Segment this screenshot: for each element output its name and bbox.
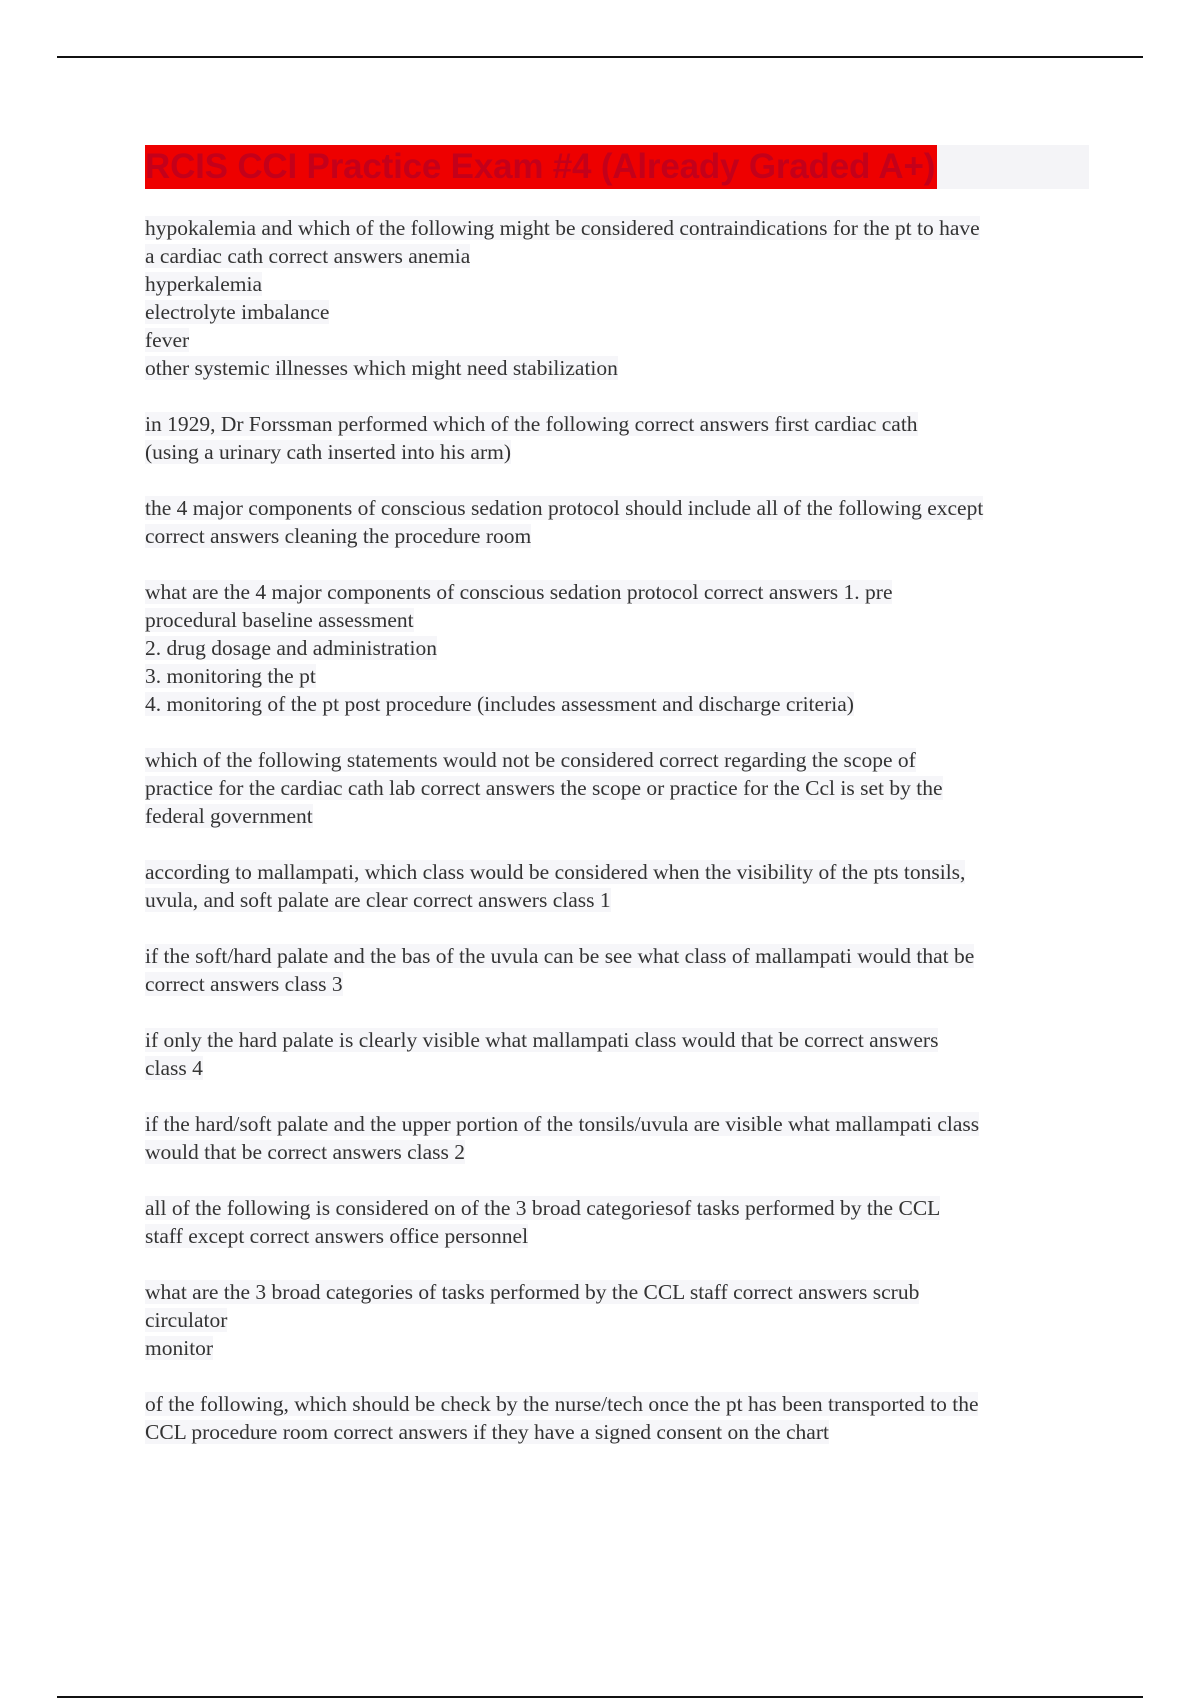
text-line: electrolyte imbalance (145, 300, 330, 324)
text-line: 2. drug dosage and administration (145, 636, 437, 660)
qa-item (145, 214, 1090, 382)
text-line: if the soft/hard palate and the bas of the uvula can be see what class of mallampati would that be (145, 944, 975, 968)
text-line: fever (145, 328, 190, 352)
qa-item (145, 410, 1090, 466)
text-line: of the following, which should be check by the nurse/tech once the pt has been transported to the (145, 1392, 979, 1416)
text-line: which of the following statements would not be considered correct regarding the scope of (145, 748, 916, 772)
qa-item (145, 1278, 1090, 1362)
text-line: what are the 3 broad categories of tasks performed by the CCL staff correct answers scrub (145, 1280, 920, 1304)
qa-item (145, 494, 1090, 550)
text-line: according to mallampati, which class would be considered when the visibility of the pts tonsils, (145, 860, 966, 884)
text-line: what are the 4 major components of conscious sedation protocol correct answers 1. pre (145, 580, 893, 604)
text-line: all of the following is considered on of the 3 broad categoriesof tasks performed by the CCL (145, 1196, 941, 1220)
header-rule (57, 56, 1143, 58)
text-line: hypokalemia and which of the following might be considered contraindications for the pt to have (145, 216, 980, 240)
text-line: hyperkalemia (145, 272, 263, 296)
text-line: practice for the cardiac cath lab correct answers the scope or practice for the Ccl is set by the (145, 776, 943, 800)
qa-item (145, 858, 1090, 914)
qa-item (145, 942, 1090, 998)
text-line: a cardiac cath correct answers anemia (145, 244, 471, 268)
qa-item (145, 578, 1090, 718)
text-line: federal government (145, 804, 313, 828)
text-line: CCL procedure room correct answers if they have a signed consent on the chart (145, 1420, 829, 1444)
text-line: correct answers cleaning the procedure room (145, 524, 532, 548)
document-body (145, 214, 1090, 1474)
text-line: if the hard/soft palate and the upper portion of the tonsils/uvula are visible what mallampati class (145, 1112, 980, 1136)
qa-item (145, 746, 1090, 830)
text-line: class 4 (145, 1056, 203, 1080)
text-line: other systemic illnesses which might need stabilization (145, 356, 618, 380)
text-line: would that be correct answers class 2 (145, 1140, 466, 1164)
text-line: 3. monitoring the pt (145, 664, 316, 688)
text-line: (using a urinary cath inserted into his arm) (145, 440, 511, 464)
text-line: staff except correct answers office personnel (145, 1224, 529, 1248)
qa-item (145, 1390, 1090, 1446)
text-line: correct answers class 3 (145, 972, 343, 996)
text-line: procedural baseline assessment (145, 608, 414, 632)
text-line: uvula, and soft palate are clear correct answers class 1 (145, 888, 611, 912)
qa-item (145, 1026, 1090, 1082)
text-line: in 1929, Dr Forssman performed which of the following correct answers first cardiac cath (145, 412, 918, 436)
qa-item (145, 1194, 1090, 1250)
document-title: RCIS CCI Practice Exam #4 (Already Graded A+) (145, 145, 937, 189)
text-line: circulator (145, 1308, 228, 1332)
text-line: 4. monitoring of the pt post procedure (includes assessment and discharge criteria) (145, 692, 854, 716)
text-line: monitor (145, 1336, 214, 1360)
footer-rule (57, 1696, 1143, 1698)
text-line: the 4 major components of conscious sedation protocol should include all of the following except (145, 496, 984, 520)
text-line: if only the hard palate is clearly visible what mallampati class would that be correct answers (145, 1028, 939, 1052)
qa-item (145, 1110, 1090, 1166)
